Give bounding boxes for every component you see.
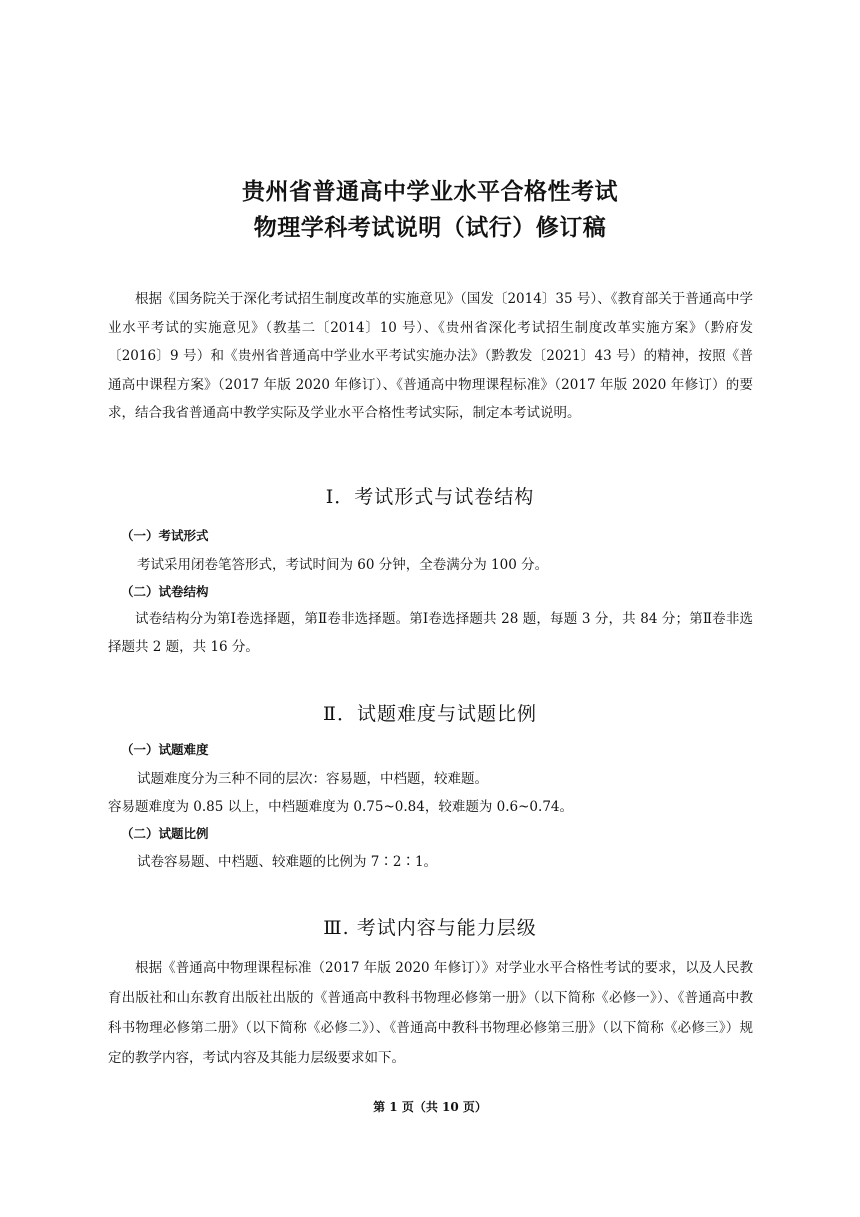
page-footer: 第 1 页（共 10 页） — [373, 1100, 487, 1114]
intro-paragraph: 根据《国务院关于深化考试招生制度改革的实施意见》（国发〔2014〕35 号）、《教育部关于普通高中学业水平考试的实施意见》（教基二〔2014〕10 号）、《贵州省深化考试招生制度改革实施方案》（黔府发〔2016〕9 号）和《贵州省普通高中学业水平考试实施办法》（黔教发〔2021〕43 号）的精神，按照《普通高中课程方案》（2017 年版 2020 年修订）、《普通高中物理课程标准》（2017 年版 2020 年修订）的要求，结合我省普通高中教学实际及学业水平合格性考试实际，制定本考试说明。 — [108, 291, 753, 422]
section2-difficulty-levels-text: 试题难度分为三种不同的层次：容易题，中档题，较难题。 — [137, 771, 488, 787]
section1-heading: Ⅰ．考试形式与试卷结构 — [325, 486, 535, 508]
section1-subheading-paper-structure: （二）试卷结构 — [121, 584, 209, 599]
section3-paragraph: 根据《普通高中物理课程标准（2017 年版 2020 年修订）》对学业水平合格性考试的要求，以及人民教育出版社和山东教育出版社出版的《普通高中教科书物理必修第一册》（以下简称《必修一》）、《普通高中教科书物理必修第二册》（以下简称《必修二》）、《普通高中教科书物理必修第三册》（以下简称《必修三》）规定的教学内容，考试内容及其能力层级要求如下。 — [108, 960, 753, 1066]
section2-difficulty-values-text: 容易题难度为 0.85 以上，中档题难度为 0.75~0.84，较难题为 0.6~0.74。 — [108, 799, 573, 815]
section2-ratio-text: 试卷容易题、中档题、较难题的比例为 7∶2∶1。 — [137, 854, 438, 870]
section1-exam-form-text: 考试采用闭卷笔答形式，考试时间为 60 分钟，全卷满分为 100 分。 — [137, 557, 549, 573]
section3-heading: Ⅲ. 考试内容与能力层级 — [323, 917, 537, 939]
document-title-line2: 物理学科考试说明（试行）修订稿 — [253, 215, 607, 241]
section2-subheading-ratio: （二）试题比例 — [121, 826, 209, 841]
section1-subheading-exam-form: （一）考试形式 — [121, 528, 209, 543]
document-title-line1: 贵州省普通高中学业水平合格性考试 — [242, 179, 618, 205]
section2-heading: Ⅱ．试题难度与试题比例 — [323, 703, 537, 725]
section1-paper-structure-text: 试卷结构分为第Ⅰ卷选择题，第Ⅱ卷非选择题。第Ⅰ卷选择题共 28 题，每题 3 分，共 84 分；第Ⅱ卷非选择题共 2 题，共 16 分。 — [108, 611, 753, 655]
section2-subheading-difficulty: （一）试题难度 — [121, 742, 209, 757]
